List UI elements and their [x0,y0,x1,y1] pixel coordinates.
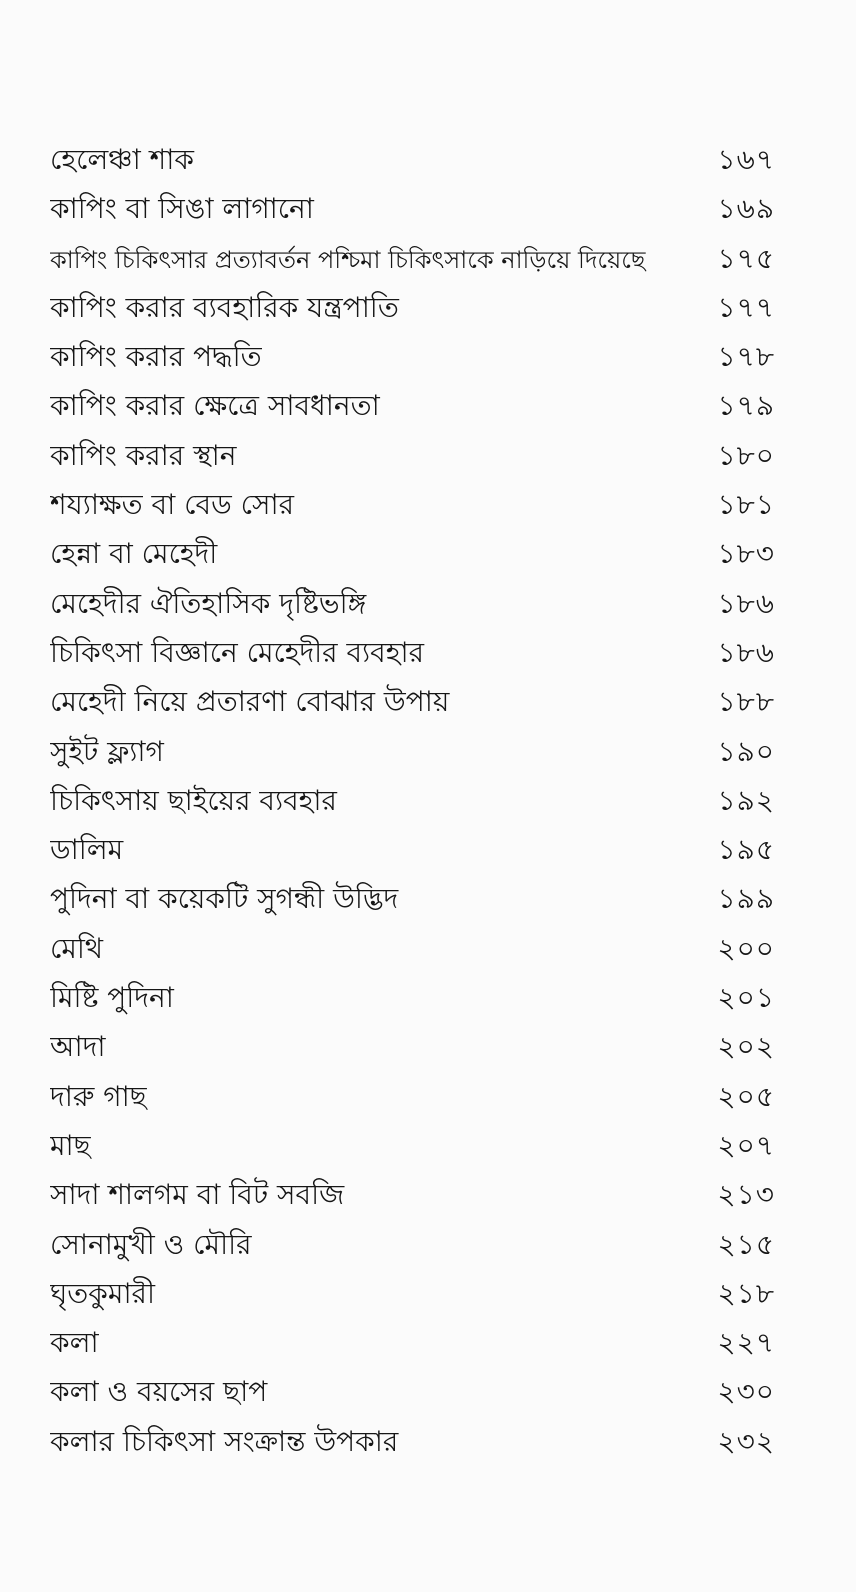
toc-page-number: ২১৫ [717,1227,775,1261]
toc-page-number: ১৮৬ [717,635,775,669]
toc-entry-title: ঘৃতকুমারী [50,1276,155,1310]
toc-page-number: ২১৮ [717,1276,775,1310]
toc-entry-title: পুদিনা বা কয়েকটি সুগন্ধী উদ্ভিদ [50,882,399,916]
toc-entry-title: সাদা শালগম বা বিট সবজি [50,1178,345,1212]
toc-entry-title: কাপিং করার ক্ষেত্রে সাবধানতা [50,389,380,423]
toc-entry-title: ডালিম [50,833,124,867]
toc-page-number: ১৯৯ [717,882,775,916]
toc-entry-title: মেহেদীর ঐতিহাসিক দৃষ্টিভঙ্গি [50,586,367,620]
toc-row [50,184,775,233]
toc-entry-title: শয্যাক্ষত বা বেড সোর [50,488,294,522]
toc-entry-title: কলা [50,1326,99,1360]
toc-entry-title: সুইট ফ্ল্যাগ [50,734,164,768]
toc-row [50,135,775,184]
toc-entry-title: আদা [50,1030,106,1064]
toc-row [50,431,775,480]
table-of-contents [50,135,775,1466]
toc-page-number: ১৯২ [717,783,775,817]
toc-row [50,825,775,874]
toc-row [50,1022,775,1071]
toc-page-number: ১৮০ [717,438,775,472]
toc-page-number: ১৭৫ [717,241,775,275]
toc-entry-title: চিকিৎসা বিজ্ঞানে মেহেদীর ব্যবহার [50,635,424,669]
toc-page-number: ১৮১ [717,488,775,522]
toc-row [50,283,775,332]
toc-page-number: ১৮৬ [717,586,775,620]
toc-page-number: ১৭৮ [717,340,775,374]
toc-page-number: ১৭৯ [717,389,775,423]
toc-page-number: ১৬৯ [717,192,775,226]
toc-row [50,1072,775,1121]
toc-page-number: ২২৭ [717,1326,775,1360]
toc-entry-title: কাপিং করার স্থান [50,438,237,472]
toc-row [50,677,775,726]
toc-page-number: ১৯০ [717,734,775,768]
toc-page-number: ২০০ [717,931,775,965]
toc-entry-title: হেলেঞ্চা শাক [50,143,194,176]
toc-entry-title: মেহেদী নিয়ে প্রতারণা বোঝার উপায় [50,685,450,719]
toc-entry-title: কাপিং বা সিঙা লাগানো [50,192,314,226]
toc-entry-title: চিকিৎসায় ছাইয়ের ব্যবহার [50,783,337,817]
toc-row [50,1220,775,1269]
toc-row [50,628,775,677]
toc-entry-title: কাপিং চিকিৎসার প্রত্যাবর্তন পশ্চিমা চিকিৎসাকে নাড়িয়ে দিয়েছে [50,245,646,274]
toc-row [50,579,775,628]
toc-row [50,727,775,776]
toc-entry-title: মাছ [50,1128,91,1162]
toc-entry-title: কলার চিকিৎসা সংক্রান্ত উপকার [50,1424,399,1458]
toc-row [50,1367,775,1416]
toc-page-number: ২০৭ [717,1128,775,1162]
toc-row [50,1269,775,1318]
toc-row [50,332,775,381]
toc-page-number: ২০১ [717,981,775,1015]
toc-page-number: ১৯৫ [717,833,775,867]
toc-entry-title: হেন্না বা মেহেদী [50,537,218,571]
toc-row [50,1121,775,1170]
toc-entry-title: কাপিং করার পদ্ধতি [50,340,262,374]
toc-row [50,1417,775,1466]
toc-entry-title: মেথি [50,931,104,965]
toc-row [50,1318,775,1367]
toc-row [50,924,775,973]
toc-row [50,529,775,578]
toc-row [50,973,775,1022]
toc-entry-title: কলা ও বয়সের ছাপ [50,1375,268,1409]
toc-row [50,381,775,430]
toc-row [50,776,775,825]
toc-page-number: ১৬৭ [717,143,775,176]
toc-page-number: ১৮৮ [717,685,775,719]
toc-entry-title: মিষ্টি পুদিনা [50,981,174,1015]
toc-page-number: ২১৩ [717,1178,775,1212]
toc-page-number: ২০২ [717,1030,775,1064]
toc-page-number: ১৮৩ [717,537,775,571]
toc-row [50,480,775,529]
toc-row [50,234,775,283]
toc-entry-title: কাপিং করার ব্যবহারিক যন্ত্রপাতি [50,290,399,324]
toc-page-number: ১৭৭ [717,290,775,324]
toc-row [50,1170,775,1219]
toc-entry-title: সোনামুখী ও মৌরি [50,1227,252,1261]
toc-page-number: ২৩০ [717,1375,775,1409]
toc-page-number: ২০৫ [717,1079,775,1113]
toc-row [50,874,775,923]
toc-entry-title: দারু গাছ [50,1079,147,1113]
toc-page-number: ২৩২ [717,1424,775,1458]
